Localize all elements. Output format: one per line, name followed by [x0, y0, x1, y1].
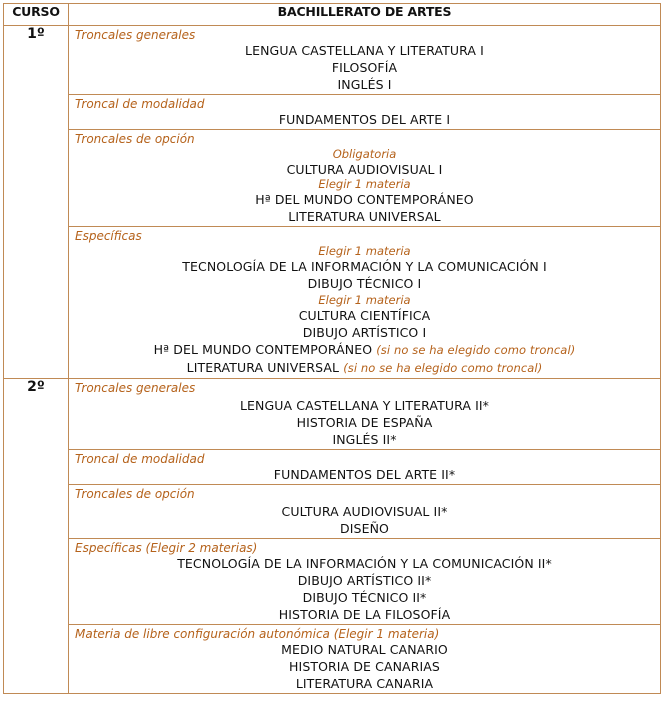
section-row — [4, 26, 661, 95]
section-row — [4, 227, 661, 379]
section-label: Específicas — [75, 229, 142, 243]
header-curso: CURSO — [4, 4, 69, 26]
y2-libre-configuracion — [69, 625, 661, 694]
subject-name: LITERATURA UNIVERSAL — [186, 360, 340, 375]
y1-troncales-opcion — [69, 130, 661, 227]
subject: CULTURA AUDIOVISUAL I — [286, 162, 443, 177]
sub-label: Elegir 1 materia — [318, 244, 411, 258]
section-label: Materia de libre configuración autonómica (Elegir 1 materia) — [75, 627, 440, 641]
subject: INGLÉS II* — [332, 432, 397, 447]
sub-label: Elegir 1 materia — [318, 177, 411, 191]
subject: TECNOLOGÍA DE LA INFORMACIÓN Y LA COMUNICACIÓN I — [182, 259, 547, 274]
y2-troncal-modalidad — [69, 450, 661, 485]
subject: INGLÉS I — [337, 77, 392, 92]
subject: LITERATURA CANARIA — [295, 676, 434, 691]
section-label: Específicas (Elegir 2 materias) — [75, 541, 258, 555]
section-row — [4, 130, 661, 227]
section-label: Troncales generales — [75, 381, 196, 395]
curso-1: 1º — [4, 26, 69, 379]
section-label: Troncales de opción — [75, 487, 195, 501]
subject — [69, 341, 660, 359]
bachillerato-table — [3, 3, 661, 694]
subject: HISTORIA DE ESPAÑA — [296, 415, 433, 430]
subject — [69, 359, 660, 378]
y1-especificas — [69, 227, 661, 379]
section-row — [4, 485, 661, 539]
y2-especificas — [69, 539, 661, 625]
y2-troncales-opcion — [69, 485, 661, 539]
section-row — [4, 539, 661, 625]
section-label: Troncal de modalidad — [75, 452, 205, 466]
subject-note: (si no se ha elegido como troncal) — [343, 361, 543, 375]
subject: DIBUJO TÉCNICO II* — [302, 590, 427, 605]
section-row — [4, 379, 661, 450]
y1-troncales-generales — [69, 26, 661, 95]
section-row — [4, 95, 661, 130]
subject: Hª DEL MUNDO CONTEMPORÁNEO — [255, 192, 474, 207]
section-row — [4, 625, 661, 694]
subject: LENGUA CASTELLANA Y LITERATURA II* — [239, 398, 490, 413]
section-label: Troncales de opción — [75, 132, 195, 146]
subject: MEDIO NATURAL CANARIO — [281, 642, 448, 657]
subject: LITERATURA UNIVERSAL — [288, 209, 441, 224]
section-row — [4, 450, 661, 485]
subject: FILOSOFÍA — [331, 60, 398, 75]
y1-troncal-modalidad — [69, 95, 661, 130]
subject-note: (si no se ha elegido como troncal) — [376, 343, 576, 357]
section-label: Troncal de modalidad — [75, 97, 205, 111]
subject-name: Hª DEL MUNDO CONTEMPORÁNEO — [153, 342, 373, 357]
sub-label: Elegir 1 materia — [318, 293, 411, 307]
section-label: Troncales generales — [75, 28, 196, 42]
subject: CULTURA AUDIOVISUAL II* — [281, 504, 448, 519]
subject: LENGUA CASTELLANA Y LITERATURA I — [245, 43, 484, 58]
subject: HISTORIA DE LA FILOSOFÍA — [278, 607, 451, 622]
subject: DISEÑO — [340, 521, 389, 536]
subject: CULTURA CIENTÍFICA — [298, 308, 431, 323]
sub-label: Obligatoria — [332, 147, 397, 161]
y2-troncales-generales — [69, 379, 661, 450]
curso-2: 2º — [4, 379, 69, 694]
subject: DIBUJO TÉCNICO I — [307, 276, 422, 291]
subject: DIBUJO ARTÍSTICO I — [302, 325, 427, 340]
header-row — [4, 4, 661, 26]
subject: FUNDAMENTOS DEL ARTE I — [278, 112, 451, 127]
subject: HISTORIA DE CANARIAS — [289, 659, 440, 674]
header-title: BACHILLERATO DE ARTES — [69, 4, 661, 26]
subject: TECNOLOGÍA DE LA INFORMACIÓN Y LA COMUNICACIÓN II* — [177, 556, 552, 571]
subject: FUNDAMENTOS DEL ARTE II* — [273, 467, 456, 482]
subject: DIBUJO ARTÍSTICO II* — [297, 573, 432, 588]
